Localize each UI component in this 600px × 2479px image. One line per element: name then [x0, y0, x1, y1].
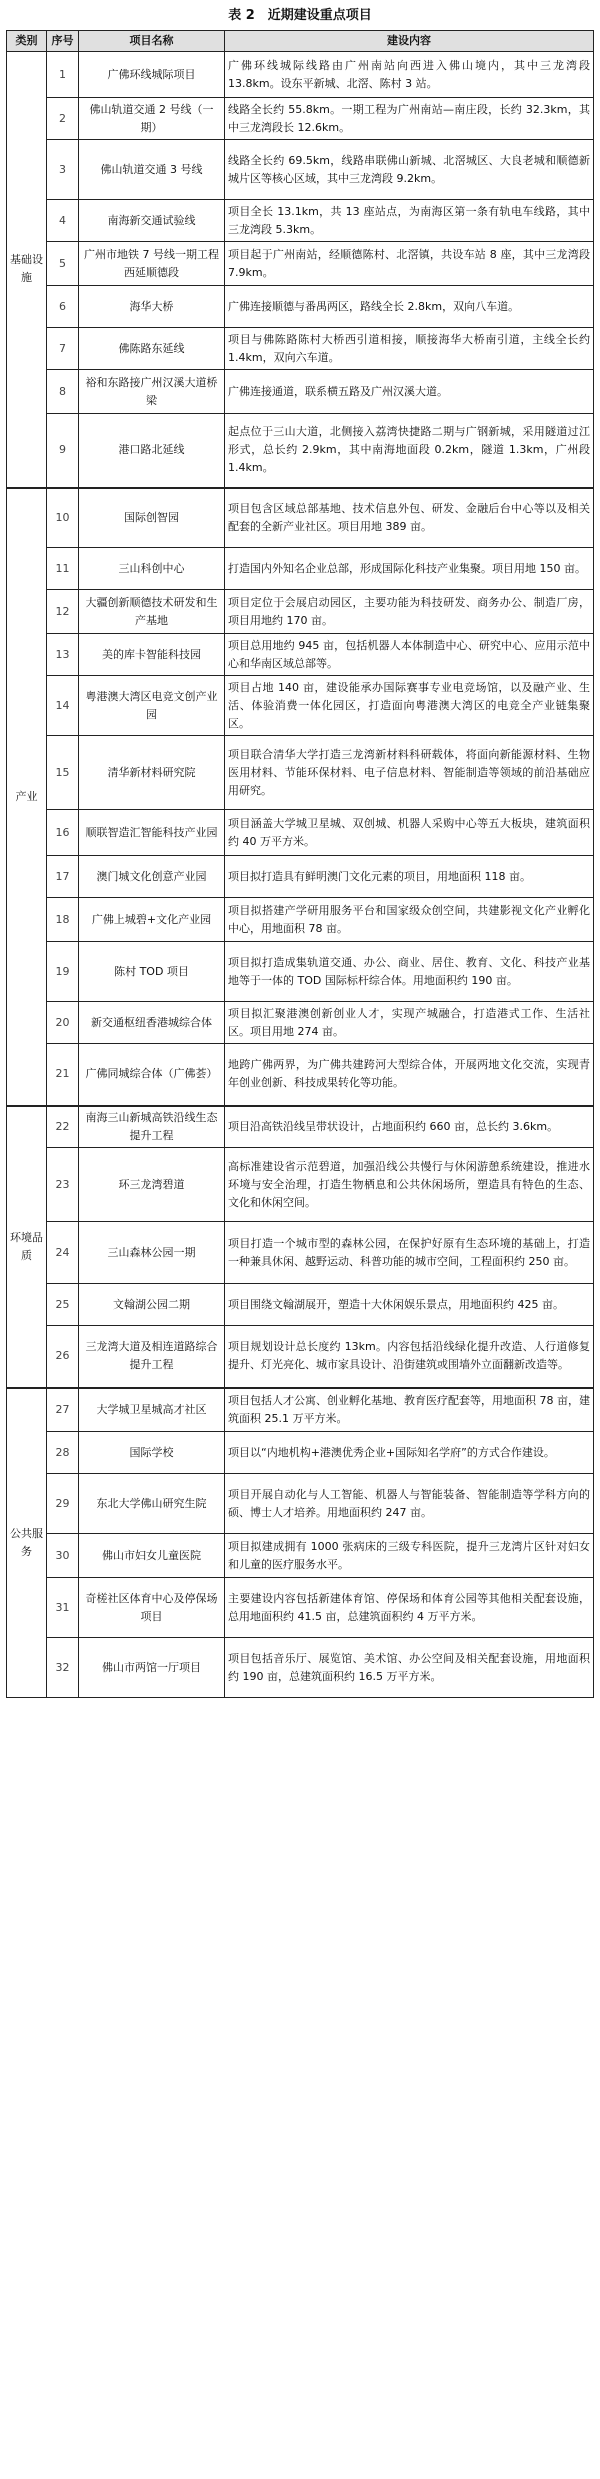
project-name: 佛山市两馆一厅项目	[79, 1638, 225, 1698]
project-content: 地跨广佛两界，为广佛共建跨河大型综合体，开展两地文化交流，实现青年创业创新、科技成果转化等功能。	[225, 1044, 594, 1106]
table-row	[7, 1326, 594, 1388]
project-number: 10	[47, 488, 79, 548]
project-number: 1	[47, 52, 79, 98]
project-number: 14	[47, 676, 79, 736]
project-name: 粤港澳大湾区电竞文创产业园	[79, 676, 225, 736]
table-row	[7, 1388, 594, 1432]
table-row	[7, 200, 594, 242]
category-infrastructure: 基础设施	[7, 52, 47, 488]
header-number: 序号	[47, 31, 79, 52]
project-name: 佛山市妇女儿童医院	[79, 1534, 225, 1578]
project-name: 奇槎社区体育中心及停保场项目	[79, 1578, 225, 1638]
project-content: 广佛环线城际线路由广州南站向西进入佛山境内，其中三龙湾段 13.8km。设东平新城、北滘、陈村 3 站。	[225, 52, 594, 98]
project-number: 29	[47, 1474, 79, 1534]
table-row	[7, 140, 594, 200]
project-number: 9	[47, 414, 79, 488]
project-name: 陈村 TOD 项目	[79, 942, 225, 1002]
table-row	[7, 1638, 594, 1698]
project-number: 32	[47, 1638, 79, 1698]
table-row	[7, 1106, 594, 1148]
project-name: 清华新材料研究院	[79, 736, 225, 810]
project-content: 项目围绕文翰湖展开，塑造十大休闲娱乐景点，用地面积约 425 亩。	[225, 1284, 594, 1326]
project-number: 18	[47, 898, 79, 942]
table-row	[7, 810, 594, 856]
header-content: 建设内容	[225, 31, 594, 52]
project-content: 项目开展自动化与人工智能、机器人与智能装备、智能制造等学科方向的硕、博士人才培养。用地面积约 247 亩。	[225, 1474, 594, 1534]
table-row	[7, 942, 594, 1002]
project-name: 广佛同城综合体（广佛荟）	[79, 1044, 225, 1106]
project-number: 24	[47, 1222, 79, 1284]
project-number: 23	[47, 1148, 79, 1222]
table-row	[7, 286, 594, 328]
header-category: 类别	[7, 31, 47, 52]
table-row	[7, 1044, 594, 1106]
table-row	[7, 634, 594, 676]
header-project-name: 项目名称	[79, 31, 225, 52]
project-content: 高标准建设省示范碧道，加强沿线公共慢行与休闲游憩系统建设，推进水环境与安全治理，打造生物栖息和公共休闲场所，塑造具有特色的生态、文化和休闲空间。	[225, 1148, 594, 1222]
project-content: 项目包括音乐厅、展览馆、美术馆、办公空间及相关配套设施，用地面积约 190 亩，总建筑面积约 16.5 万平方米。	[225, 1638, 594, 1698]
project-content: 广佛连接通道，联系横五路及广州汉溪大道。	[225, 370, 594, 414]
table-row	[7, 736, 594, 810]
project-content: 项目占地 140 亩，建设能承办国际赛事专业电竞场馆，以及融产业、生活、体验消费一体化园区，打造面向粤港澳大湾区的电竞全产业链集聚区。	[225, 676, 594, 736]
table-row	[7, 1534, 594, 1578]
project-number: 21	[47, 1044, 79, 1106]
table-row	[7, 1432, 594, 1474]
project-number: 4	[47, 200, 79, 242]
category-environment: 环境品质	[7, 1106, 47, 1388]
project-content: 项目起于广州南站，经顺德陈村、北滘镇，共设车站 8 座，其中三龙湾段 7.9km。	[225, 242, 594, 286]
project-content: 项目拟打造具有鲜明澳门文化元素的项目，用地面积 118 亩。	[225, 856, 594, 898]
project-content: 项目包含区域总部基地、技术信息外包、研发、金融后台中心等以及相关配套的全新产业社区。项目用地 389 亩。	[225, 488, 594, 548]
table-row	[7, 1284, 594, 1326]
project-name: 三龙湾大道及相连道路综合提升工程	[79, 1326, 225, 1388]
project-name: 裕和东路接广州汉溪大道桥梁	[79, 370, 225, 414]
project-number: 3	[47, 140, 79, 200]
project-name: 南海三山新城高铁沿线生态提升工程	[79, 1106, 225, 1148]
project-number: 26	[47, 1326, 79, 1388]
project-name: 佛山轨道交通 3 号线	[79, 140, 225, 200]
project-number: 28	[47, 1432, 79, 1474]
table-row	[7, 856, 594, 898]
project-name: 广州市地铁 7 号线一期工程西延顺德段	[79, 242, 225, 286]
project-content: 项目定位于会展启动园区，主要功能为科技研发、商务办公、制造厂房，项目用地约 170 亩。	[225, 590, 594, 634]
project-content: 广佛连接顺德与番禺两区，路线全长 2.8km，双向八车道。	[225, 286, 594, 328]
table-row	[7, 414, 594, 488]
project-name: 国际学校	[79, 1432, 225, 1474]
project-number: 17	[47, 856, 79, 898]
project-name: 港口路北延线	[79, 414, 225, 488]
table-row	[7, 98, 594, 140]
project-name: 三山科创中心	[79, 548, 225, 590]
project-number: 31	[47, 1578, 79, 1638]
project-name: 三山森林公园一期	[79, 1222, 225, 1284]
table-row	[7, 590, 594, 634]
project-content: 项目与佛陈路陈村大桥西引道相接，顺接海华大桥南引道，主线全长约 1.4km，双向六车道。	[225, 328, 594, 370]
project-name: 文翰湖公园二期	[79, 1284, 225, 1326]
project-content: 起点位于三山大道，北侧接入荔湾快捷路二期与广钢新城，采用隧道过江形式，总长约 2.9km，其中南海地面段 0.2km，隧道 1.3km，广州段 1.4km。	[225, 414, 594, 488]
project-content: 项目规划设计总长度约 13km。内容包括沿线绿化提升改造、人行道修复提升、灯光亮化、城市家具设计、沿街建筑或围墙外立面翻新改造等。	[225, 1326, 594, 1388]
project-table	[6, 30, 594, 1698]
project-name: 佛陈路东延线	[79, 328, 225, 370]
project-number: 16	[47, 810, 79, 856]
project-name: 大学城卫星城高才社区	[79, 1388, 225, 1432]
table-row	[7, 548, 594, 590]
project-name: 新交通枢纽香港城综合体	[79, 1002, 225, 1044]
project-number: 27	[47, 1388, 79, 1432]
project-content: 打造国内外知名企业总部，形成国际化科技产业集聚。项目用地 150 亩。	[225, 548, 594, 590]
table-row	[7, 488, 594, 548]
project-name: 大疆创新顺德技术研发和生产基地	[79, 590, 225, 634]
project-content: 线路全长约 69.5km，线路串联佛山新城、北滘城区、大良老城和顺德新城片区等核心区域，其中三龙湾段 9.2km。	[225, 140, 594, 200]
project-number: 7	[47, 328, 79, 370]
project-name: 佛山轨道交通 2 号线（一期）	[79, 98, 225, 140]
project-number: 8	[47, 370, 79, 414]
project-content: 线路全长约 55.8km。一期工程为广州南站—南庄段，长约 32.3km，其中三龙湾段长 12.6km。	[225, 98, 594, 140]
table-row	[7, 1222, 594, 1284]
project-name: 广佛上城碧+文化产业园	[79, 898, 225, 942]
project-content: 项目拟汇聚港澳创新创业人才，实现产城融合，打造港式工作、生活社区。项目用地 274 亩。	[225, 1002, 594, 1044]
table-row	[7, 898, 594, 942]
project-content: 主要建设内容包括新建体育馆、停保场和体育公园等其他相关配套设施，总用地面积约 41.5 亩，总建筑面积约 4 万平方米。	[225, 1578, 594, 1638]
project-number: 22	[47, 1106, 79, 1148]
project-content: 项目联合清华大学打造三龙湾新材料科研载体，将面向新能源材料、生物医用材料、节能环保材料、电子信息材料、智能制造等领域的前沿基础应用研究。	[225, 736, 594, 810]
project-content: 项目涵盖大学城卫星城、双创城、机器人采购中心等五大板块，建筑面积约 40 万平方米。	[225, 810, 594, 856]
project-number: 20	[47, 1002, 79, 1044]
table-row	[7, 370, 594, 414]
table-row	[7, 1002, 594, 1044]
project-name: 顺联智造汇智能科技产业园	[79, 810, 225, 856]
project-name: 国际创智园	[79, 488, 225, 548]
project-content: 项目沿高铁沿线呈带状设计，占地面积约 660 亩，总长约 3.6km。	[225, 1106, 594, 1148]
project-number: 15	[47, 736, 79, 810]
project-content: 项目拟建成拥有 1000 张病床的三级专科医院，提升三龙湾片区针对妇女和儿童的医疗服务水平。	[225, 1534, 594, 1578]
project-content: 项目打造一个城市型的森林公园，在保护好原有生态环境的基础上，打造一种兼具休闲、越野运动、科普功能的城市空间，工程面积约 250 亩。	[225, 1222, 594, 1284]
project-name: 澳门城文化创意产业园	[79, 856, 225, 898]
project-content: 项目拟打造成集轨道交通、办公、商业、居住、教育、文化、科技产业基地等于一体的 TOD 国际标杆综合体。用地面积约 190 亩。	[225, 942, 594, 1002]
table-row	[7, 1578, 594, 1638]
table-row	[7, 242, 594, 286]
project-number: 19	[47, 942, 79, 1002]
category-industry: 产业	[7, 488, 47, 1106]
project-content: 项目总用地约 945 亩，包括机器人本体制造中心、研究中心、应用示范中心和华南区域总部等。	[225, 634, 594, 676]
project-number: 12	[47, 590, 79, 634]
project-number: 13	[47, 634, 79, 676]
category-public-service: 公共服务	[7, 1388, 47, 1698]
project-number: 30	[47, 1534, 79, 1578]
table-row	[7, 52, 594, 98]
project-number: 25	[47, 1284, 79, 1326]
project-name: 南海新交通试验线	[79, 200, 225, 242]
project-name: 美的库卡智能科技园	[79, 634, 225, 676]
project-number: 2	[47, 98, 79, 140]
project-number: 11	[47, 548, 79, 590]
project-number: 6	[47, 286, 79, 328]
project-content: 项目拟搭建产学研用服务平台和国家级众创空间，共建影视文化产业孵化中心，用地面积 78 亩。	[225, 898, 594, 942]
project-name: 环三龙湾碧道	[79, 1148, 225, 1222]
header-row	[7, 31, 594, 52]
table-title: 表 2 近期建设重点项目	[228, 8, 372, 23]
table-row	[7, 676, 594, 736]
table-row	[7, 1148, 594, 1222]
project-name: 海华大桥	[79, 286, 225, 328]
table-body	[7, 52, 594, 1698]
table-row	[7, 328, 594, 370]
project-number: 5	[47, 242, 79, 286]
project-content: 项目全长 13.1km，共 13 座站点，为南海区第一条有轨电车线路，其中三龙湾段 5.3km。	[225, 200, 594, 242]
project-name: 广佛环线城际项目	[79, 52, 225, 98]
table-row	[7, 1474, 594, 1534]
project-content: 项目包括人才公寓、创业孵化基地、教育医疗配套等，用地面积 78 亩，建筑面积 25.1 万平方米。	[225, 1388, 594, 1432]
project-content: 项目以“内地机构+港澳优秀企业+国际知名学府”的方式合作建设。	[225, 1432, 594, 1474]
project-name: 东北大学佛山研究生院	[79, 1474, 225, 1534]
